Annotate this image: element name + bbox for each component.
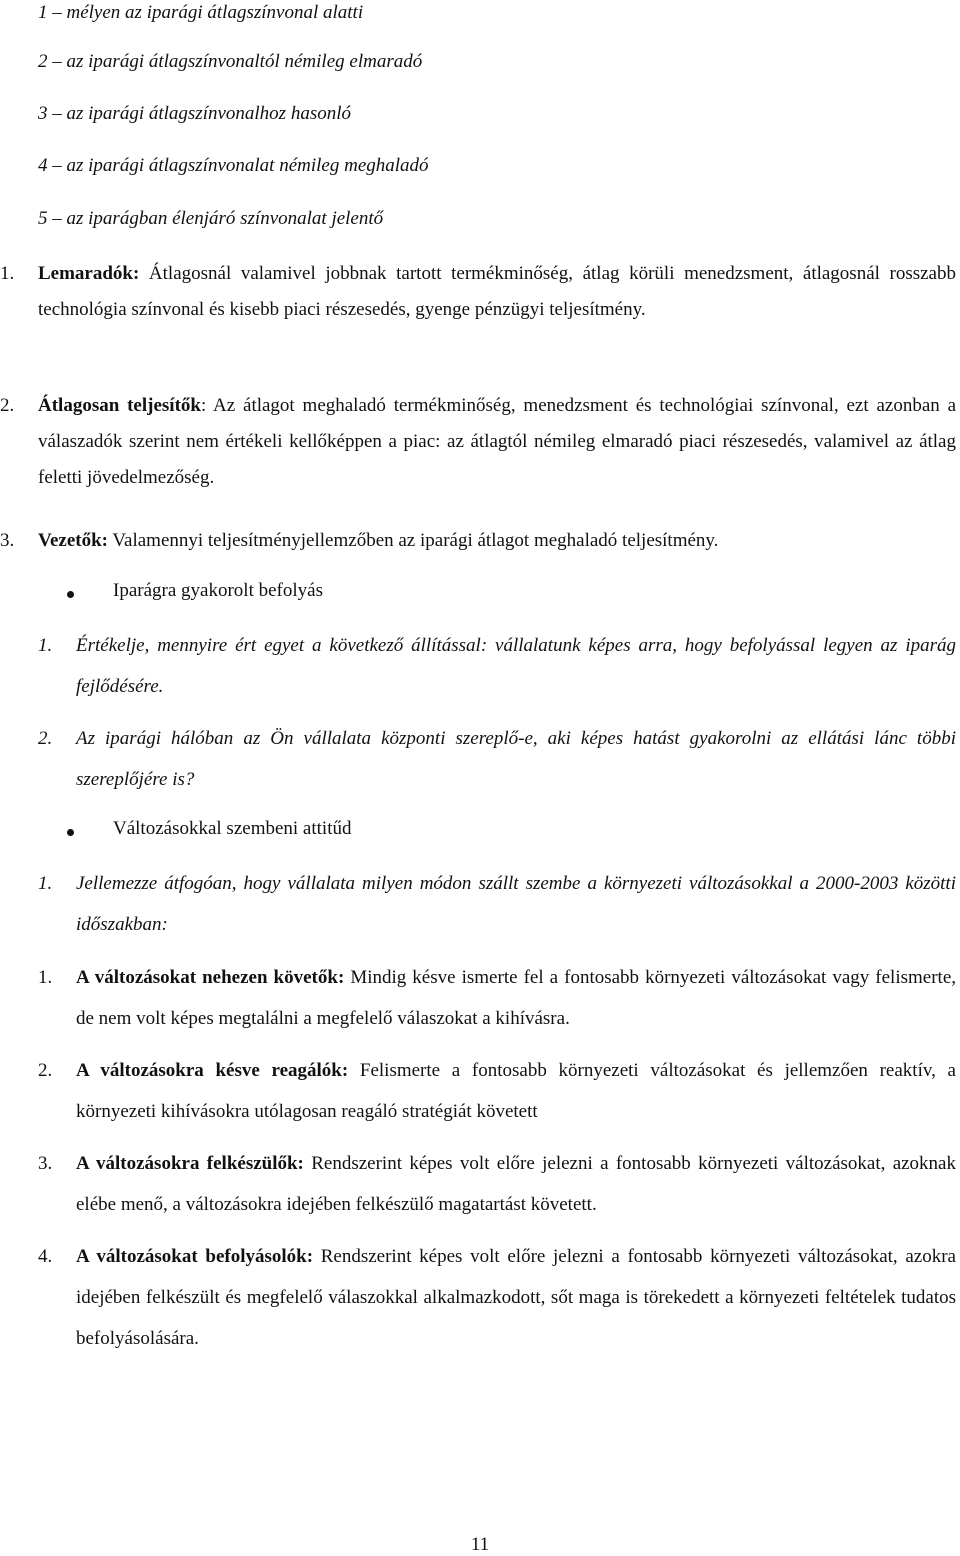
group-2-number: 2. — [0, 395, 15, 416]
scale-item-2: 2 – az iparági átlagszínvonaltól némileg elmaradó — [38, 51, 423, 72]
page-number: 11 — [470, 1534, 490, 1555]
scale-item-5: 5 – az iparágban élenjáró színvonalat jelentő — [38, 208, 384, 229]
group-3 — [0, 523, 956, 559]
section-change-heading — [78, 818, 351, 840]
change-answer-2-label: A változásokra késve reagálók: — [76, 1060, 349, 1081]
change-answer-4 — [38, 1236, 956, 1359]
change-question-1-text: Jellemezze átfogóan, hogy vállalata milyen módon szállt szembe a környezeti változásokkal a 2000-2003 közötti időszakban: — [76, 873, 956, 935]
section-influence-title: Iparágra gyakorolt befolyás — [113, 580, 323, 601]
change-answer-3-label: A változásokra felkészülők: — [76, 1153, 304, 1174]
group-2-text: : Az átlagot meghaladó termékminőség, menedzsment és technológiai színvonal, ezt azonban a válaszadók szerint nem értékeli kellőképpen a piac: az átlagtól némileg elmaradó piaci részesedés, valamivel az átlag feletti jövedelmezőség. — [38, 395, 957, 488]
change-answer-4-label: A változásokat befolyásolók: — [76, 1246, 314, 1267]
influence-question-1-text: Értékelje, mennyire ért egyet a következő állítással: vállalatunk képes arra, hogy befolyással legyen az iparág fejlődésére. — [76, 635, 956, 697]
change-question-1 — [38, 863, 956, 945]
influence-question-2-text: Az iparági hálóban az Ön vállalata központi szereplő-e, aki képes hatást gyakorolni az ellátási lánc többi szereplőjére is? — [76, 728, 956, 790]
group-3-label: Vezetők: — [38, 530, 108, 551]
bullet-icon — [67, 591, 74, 598]
group-3-number: 3. — [0, 530, 15, 551]
influence-question-2-number: 2. — [38, 728, 53, 749]
group-2 — [0, 388, 956, 496]
group-1-text: Átlagosnál valamivel jobbnak tartott termékminőség, átlag körüli menedzsment, átlagosnál rosszabb technológia színvonal és kisebb piaci részesedés, gyenge pénzügyi teljesítmény. — [38, 263, 956, 320]
change-answer-1-number: 1. — [38, 967, 53, 988]
bullet-icon — [67, 829, 74, 836]
change-answer-4-number: 4. — [38, 1246, 53, 1267]
group-1 — [0, 256, 956, 328]
change-answer-1-text: Mindig késve ismerte fel a fontosabb környezeti változásokat vagy felismerte, de nem volt képes megtalálni a megfelelő válaszokat a kihívásra. — [76, 967, 956, 1029]
group-1-number: 1. — [0, 263, 15, 284]
change-answer-3 — [38, 1143, 956, 1225]
section-change-title: Változásokkal szembeni attitűd — [113, 818, 352, 839]
scale-item-3: 3 – az iparági átlagszínvonalhoz hasonló — [38, 103, 351, 124]
group-2-label: Átlagosan teljesítők — [38, 395, 201, 416]
change-answer-4-text: Rendszerint képes volt előre jelezni a fontosabb környezeti változásokat, azokra idejében felkészült és megfelelő válaszokkal alkalmazkodott, sőt maga is törekedett a környezeti feltételek tudatos befolyásolására. — [76, 1246, 956, 1349]
change-answer-2 — [38, 1050, 956, 1132]
influence-question-1-number: 1. — [38, 635, 53, 656]
change-question-1-number: 1. — [38, 873, 53, 894]
change-answer-3-text: Rendszerint képes volt előre jelezni a fontosabb környezeti változásokat, azoknak elébe menő, a változásokra idejében felkészülő magatartást követett. — [76, 1153, 956, 1215]
change-answer-2-number: 2. — [38, 1060, 53, 1081]
scale-item-4: 4 – az iparági átlagszínvonalat némileg meghaladó — [38, 155, 429, 176]
section-influence-heading — [78, 580, 323, 602]
group-3-text: Valamennyi teljesítményjellemzőben az iparági átlagot meghaladó teljesítmény. — [108, 530, 719, 551]
change-answer-1 — [38, 957, 956, 1039]
change-answer-1-label: A változásokat nehezen követők: — [76, 967, 345, 988]
group-1-label: Lemaradók: — [38, 263, 140, 284]
change-answer-2-text: Felismerte a fontosabb környezeti változásokat és jellemzően reaktív, a környezeti kihívásokra utólagosan reagáló stratégiát követett — [76, 1060, 956, 1122]
influence-question-2 — [38, 718, 956, 800]
change-answer-3-number: 3. — [38, 1153, 53, 1174]
scale-item-1: 1 – mélyen az iparági átlagszínvonal alatti — [38, 2, 364, 23]
influence-question-1 — [38, 625, 956, 707]
